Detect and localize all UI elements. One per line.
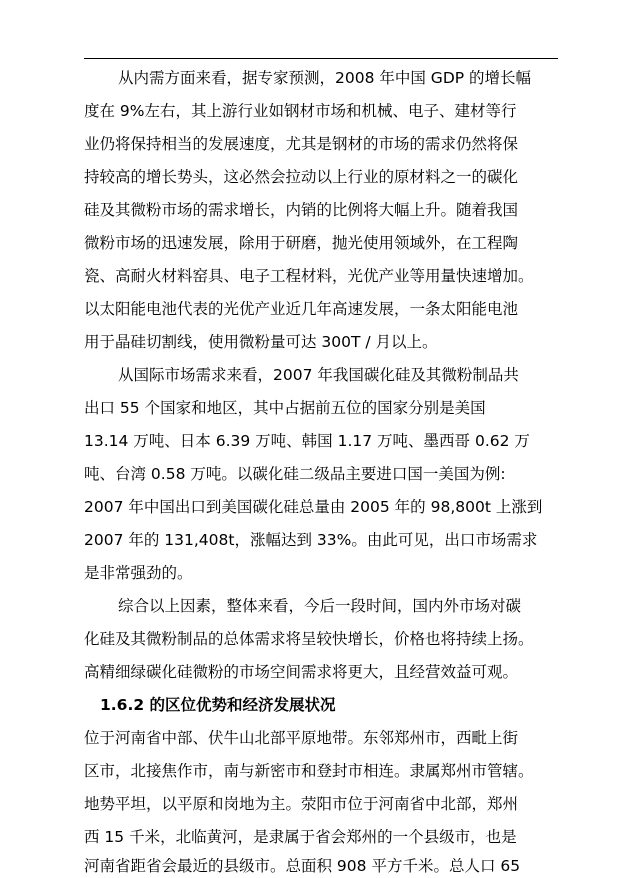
paragraph-line: 2007 年中国出口到美国碳化硅总量由 2005 年的 98,800t 上涨到 xyxy=(84,498,543,516)
paragraph-line: 西 15 千米，北临黄河，是隶属于省会郑州的一个县级市，也是 xyxy=(84,828,517,846)
paragraph-line: 瓷、高耐火材料窑具、电子工程材料，光优产业等用量快速增加。 xyxy=(84,267,534,285)
paragraph-line: 位于河南省中部、伏牛山北部平原地带。东邻郑州市，西毗上街 xyxy=(84,729,519,747)
paragraph-line: 度在 9%左右，其上游行业如钢材市场和机械、电子、建材等行 xyxy=(84,102,517,120)
header-rule xyxy=(84,58,558,59)
paragraph-line: 硅及其微粉市场的需求增长，内销的比例将大幅上升。随着我国 xyxy=(84,201,519,219)
paragraph-line: 以太阳能电池代表的光优产业近几年高速发展，一条太阳能电池 xyxy=(84,300,519,318)
paragraph-line: 出口 55 个国家和地区，其中占据前五位的国家分别是美国 xyxy=(84,399,486,417)
paragraph-line: 业仍将保持相当的发展速度，尤其是钢材的市场的需求仍然将保 xyxy=(84,135,519,153)
paragraph-line: 高精细绿碳化硅微粉的市场空间需求将更大，且经营效益可观。 xyxy=(84,663,519,681)
paragraph-line: 从国际市场需求来看，2007 年我国碳化硅及其微粉制品共 xyxy=(118,366,519,384)
paragraph-line: 区市，北接焦作市，南与新密市和登封市相连。隶属郑州市管辖。 xyxy=(84,762,534,780)
paragraph-line: 微粉市场的迅速发展，除用于研磨，抛光使用领域外，在工程陶 xyxy=(84,234,519,252)
paragraph-line: 化硅及其微粉制品的总体需求将呈较快增长，价格也将持续上扬。 xyxy=(84,630,534,648)
paragraph-line: 综合以上因素，整体来看，今后一段时间，国内外市场对碳 xyxy=(118,597,522,615)
section-heading: 1.6.2 的区位优势和经济发展状况 xyxy=(100,696,336,714)
paragraph-line: 地势平坦，以平原和岗地为主。荥阳市位于河南省中北部，郑州 xyxy=(84,795,519,813)
paragraph-line: 13.14 万吨、日本 6.39 万吨、韩国 1.17 万吨、墨西哥 0.62 万 xyxy=(84,432,530,450)
paragraph-line: 河南省距省会最近的县级市。总面积 908 平方千米。总人口 65 xyxy=(84,857,521,875)
paragraph-line: 持较高的增长势头，这必然会拉动以上行业的原材料之一的碳化 xyxy=(84,168,519,186)
paragraph-line: 用于晶硅切割线，使用微粉量可达 300T / 月以上。 xyxy=(84,333,438,351)
paragraph-line: 是非常强劲的。 xyxy=(84,564,193,582)
paragraph-line: 吨、台湾 0.58 万吨。以碳化硅二级品主要进口国一美国为例: xyxy=(84,465,506,483)
paragraph-line: 从内需方面来看，据专家预测，2008 年中国 GDP 的增长幅 xyxy=(118,69,532,87)
paragraph-line: 2007 年的 131,408t，涨幅达到 33%。由此可见，出口市场需求 xyxy=(84,531,538,549)
